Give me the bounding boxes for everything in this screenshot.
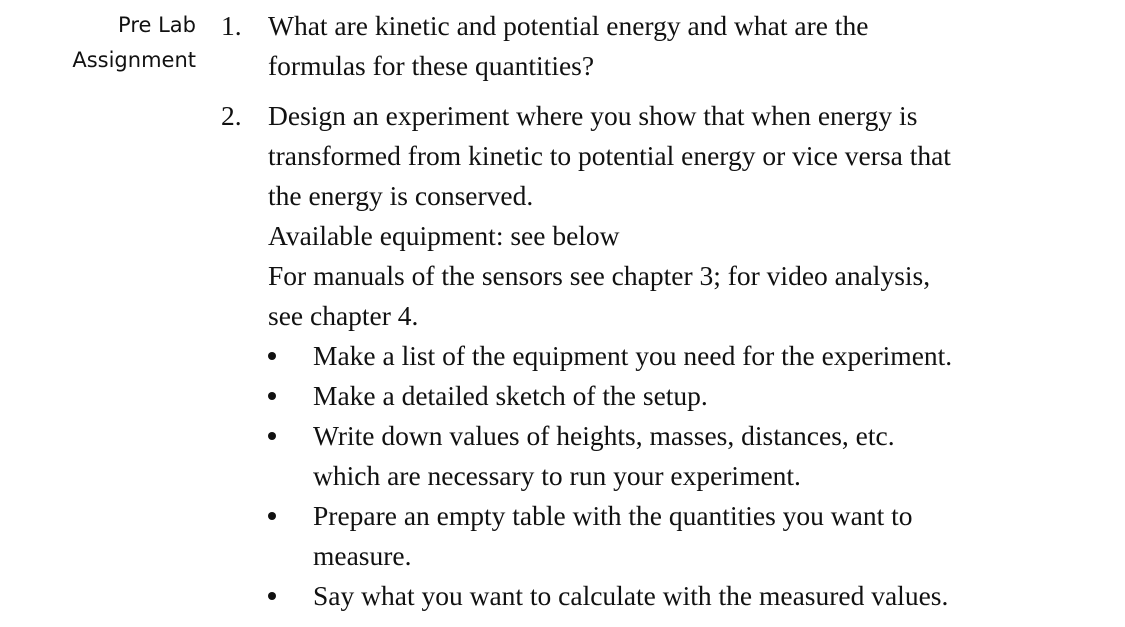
task-text-line: Make a list of the equipment you need for the experiment.: [313, 340, 953, 371]
bullet-icon: [268, 392, 276, 400]
task-bullet-item: [268, 576, 1048, 616]
task-text-line: Write down values of heights, masses, distances, etc.: [313, 420, 895, 451]
question-text-line: What are kinetic and potential energy and what are the: [268, 10, 869, 41]
manuals-note-line: see chapter 4.: [268, 300, 419, 331]
task-text-line: Prepare an empty table with the quantities you want to: [313, 500, 913, 531]
bullet-icon: [268, 512, 276, 520]
task-text-line: Say what you want to calculate with the measured values.: [313, 580, 949, 611]
question-text-line: transformed from kinetic to potential energy or vice versa that: [268, 140, 951, 171]
question-1: [0, 6, 1048, 86]
manuals-note-line: For manuals of the sensors see chapter 3; for video analysis,: [268, 260, 931, 291]
section-label-line-1: Pre Lab: [118, 13, 196, 37]
task-bullet-list: [268, 336, 1048, 616]
task-text-line: which are necessary to run your experiment.: [313, 460, 801, 491]
task-bullet-item: [268, 416, 1048, 496]
question-text-line: the energy is conserved.: [268, 180, 534, 211]
task-bullet-item: [268, 496, 1048, 576]
task-text-line: measure.: [313, 540, 412, 571]
question-list: [0, 6, 1125, 616]
question-2: [0, 96, 1048, 616]
bullet-icon: [268, 352, 276, 360]
task-bullet-item: [268, 336, 1048, 376]
task-text-line: Make a detailed sketch of the setup.: [313, 380, 708, 411]
bullet-icon: [268, 432, 276, 440]
question-number: 2.: [221, 100, 242, 131]
question-text-line: Design an experiment where you show that when energy is: [268, 100, 918, 131]
task-bullet-item: [268, 376, 1048, 416]
section-label-line-2: Assignment: [72, 48, 196, 72]
question-number: 1.: [221, 10, 242, 41]
bullet-icon: [268, 592, 276, 600]
equipment-note: Available equipment: see below: [268, 220, 620, 251]
question-text-line: formulas for these quantities?: [268, 50, 595, 81]
